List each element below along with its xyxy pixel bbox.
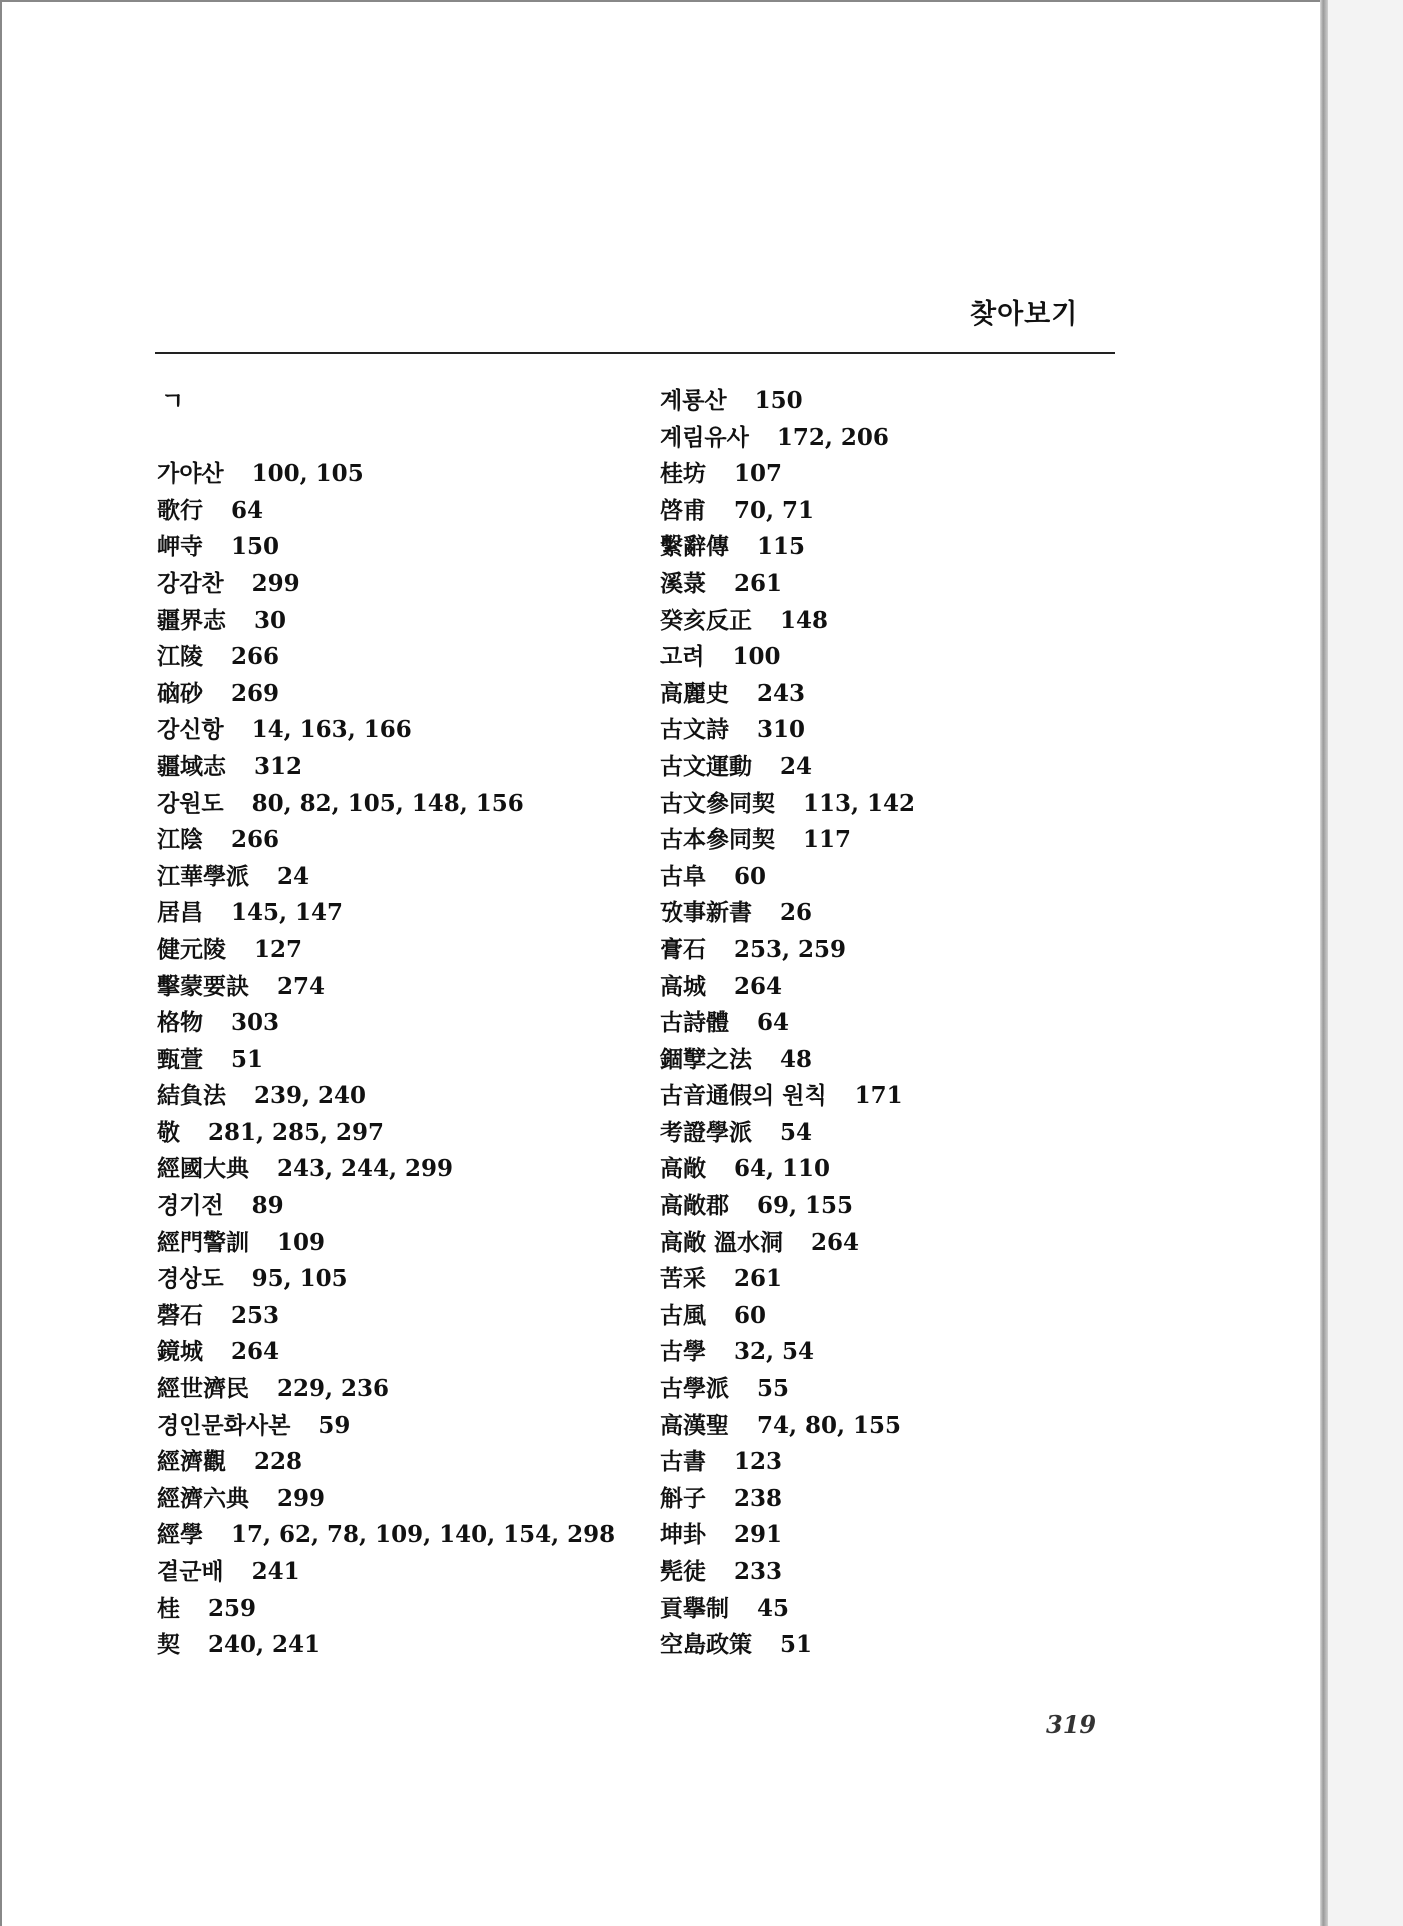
- index-entry: [157, 529, 637, 566]
- index-entry: [157, 1627, 637, 1664]
- index-term: 곁군배: [157, 1558, 224, 1585]
- index-term: 膏石: [660, 935, 706, 963]
- index-entry: [660, 1005, 1140, 1042]
- index-entry: [660, 1517, 1140, 1554]
- index-term: 鏡城: [157, 1338, 203, 1366]
- index-page-refs: 74, 80, 155: [757, 1411, 902, 1439]
- index-entry: [660, 1298, 1140, 1335]
- index-page-refs: 145, 147: [231, 899, 344, 927]
- index-term: 契: [157, 1631, 180, 1659]
- index-page-refs: 241: [251, 1558, 300, 1585]
- index-entry: [157, 786, 637, 823]
- index-term: 疆界志: [157, 606, 226, 634]
- index-entry: [660, 859, 1140, 896]
- index-page-refs: 274: [277, 972, 326, 1000]
- index-page-refs: 14, 163, 166: [251, 716, 412, 744]
- index-page-refs: 253: [231, 1301, 280, 1329]
- index-page-refs: 54: [780, 1118, 813, 1146]
- index-page-refs: 117: [803, 826, 852, 854]
- index-term: 계룡산: [660, 387, 727, 414]
- index-entry: [660, 712, 1140, 749]
- index-entry: [660, 1591, 1140, 1628]
- index-page-refs: 30: [254, 606, 287, 634]
- index-term: 경상도: [157, 1265, 224, 1293]
- index-page-refs: 266: [231, 643, 280, 671]
- index-page-refs: 80, 82, 105, 148, 156: [251, 789, 524, 817]
- index-entry: [660, 1188, 1140, 1225]
- index-page-refs: 261: [734, 569, 783, 597]
- index-term: 桂: [157, 1594, 180, 1622]
- index-page-refs: 150: [231, 533, 280, 561]
- index-term: 古風: [660, 1301, 706, 1329]
- index-page-refs: 51: [231, 1045, 264, 1073]
- index-entry: [157, 895, 637, 932]
- index-entry: [157, 1334, 637, 1371]
- index-term: 古學派: [660, 1375, 729, 1403]
- index-entry: [660, 1444, 1140, 1481]
- section-spacer: [157, 420, 637, 457]
- index-term: 經世濟民: [157, 1375, 249, 1403]
- index-page-refs: 228: [254, 1448, 303, 1476]
- index-term: 계림유사: [660, 423, 749, 451]
- index-term: 江華學派: [157, 862, 249, 890]
- index-page-refs: 51: [780, 1631, 813, 1659]
- index-term: 溪菉: [660, 569, 706, 597]
- index-term: 啓甫: [660, 496, 706, 524]
- index-page-refs: 95, 105: [251, 1265, 348, 1293]
- index-term: 高敞 溫水洞: [660, 1228, 784, 1256]
- index-page-refs: 64, 110: [734, 1155, 831, 1183]
- index-term: 강신항: [157, 716, 224, 744]
- index-entry: [157, 456, 637, 493]
- index-entry: [660, 895, 1140, 932]
- index-term: 格物: [157, 1009, 203, 1037]
- index-page-refs: 123: [734, 1448, 783, 1476]
- index-entry: [157, 969, 637, 1006]
- index-entry: [660, 1627, 1140, 1664]
- index-entry: [157, 749, 637, 786]
- index-term: 甄萱: [157, 1045, 203, 1073]
- index-term: 高敞郡: [660, 1192, 729, 1220]
- index-page-refs: 55: [757, 1375, 790, 1403]
- index-entry: [660, 456, 1140, 493]
- index-entry: [157, 676, 637, 713]
- index-entry: [157, 1444, 637, 1481]
- index-term: 錮孼之法: [660, 1045, 752, 1073]
- index-term: 古阜: [660, 862, 706, 890]
- index-page-refs: 238: [734, 1484, 783, 1512]
- header-rule: [155, 352, 1115, 354]
- index-entry: [157, 859, 637, 896]
- index-entry: [157, 1298, 637, 1335]
- index-term: 疆域志: [157, 752, 226, 780]
- index-page-refs: 59: [318, 1411, 351, 1439]
- index-term: 가야산: [157, 460, 224, 488]
- index-entry: [660, 1554, 1140, 1591]
- index-entry: [157, 1554, 637, 1591]
- index-entry: [157, 1005, 637, 1042]
- index-term: 擊蒙要訣: [157, 972, 249, 1000]
- index-page-refs: 269: [231, 679, 280, 707]
- index-entry: [660, 1225, 1140, 1262]
- index-page-refs: 150: [754, 387, 803, 414]
- index-term: 高麗史: [660, 679, 729, 707]
- index-term: 硇砂: [157, 679, 203, 707]
- index-entry: [660, 676, 1140, 713]
- index-page-refs: 240, 241: [208, 1631, 321, 1659]
- index-term: 古文參同契: [660, 789, 775, 817]
- index-page-refs: 264: [231, 1338, 280, 1366]
- index-page-refs: 266: [231, 826, 280, 854]
- index-entry: [157, 1591, 637, 1628]
- index-entry: [157, 712, 637, 749]
- index-page-refs: 45: [757, 1594, 790, 1622]
- index-term: 癸亥反正: [660, 606, 752, 634]
- index-page-refs: 299: [251, 569, 300, 597]
- index-page-refs: 243, 244, 299: [277, 1155, 454, 1183]
- index-entry: [157, 1188, 637, 1225]
- index-entry: [660, 493, 1140, 530]
- index-term: 古文運動: [660, 752, 752, 780]
- index-entry: [157, 1481, 637, 1518]
- index-page-refs: 24: [277, 862, 310, 890]
- index-entry: [660, 1042, 1140, 1079]
- index-entry: [660, 1481, 1140, 1518]
- index-page-refs: 291: [734, 1521, 783, 1549]
- index-page-refs: 70, 71: [734, 496, 815, 524]
- index-entry: [157, 1115, 637, 1152]
- index-term: 江陰: [157, 826, 203, 854]
- index-entry: [660, 822, 1140, 859]
- index-entry: [157, 932, 637, 969]
- index-entry: [660, 969, 1140, 1006]
- index-term: 經學: [157, 1521, 203, 1549]
- index-term: 苦采: [660, 1265, 706, 1293]
- index-term: 강감찬: [157, 569, 224, 597]
- index-term: 敬: [157, 1118, 180, 1146]
- index-page-refs: 17, 62, 78, 109, 140, 154, 298: [231, 1521, 616, 1549]
- index-page-refs: 303: [231, 1009, 280, 1037]
- index-page-refs: 100, 105: [251, 460, 364, 488]
- index-column-right: [660, 383, 1140, 1664]
- page-title: 찾아보기: [970, 299, 1079, 330]
- index-entry: [157, 1225, 637, 1262]
- index-term: 경인문화사본: [157, 1411, 291, 1439]
- index-page-refs: 64: [757, 1009, 790, 1037]
- index-page-refs: 299: [277, 1484, 326, 1512]
- page-number: 319: [1046, 1710, 1097, 1739]
- index-entry: [157, 603, 637, 640]
- index-term: 考證學派: [660, 1118, 752, 1146]
- index-page-refs: 100: [732, 643, 781, 671]
- index-entry: [660, 639, 1140, 676]
- index-page-refs: 171: [854, 1082, 903, 1110]
- index-entry: [157, 1042, 637, 1079]
- index-term: 坤卦: [660, 1521, 706, 1549]
- index-column-left: [157, 383, 637, 1664]
- index-term: 結負法: [157, 1082, 226, 1110]
- index-page-refs: 113, 142: [803, 789, 916, 817]
- index-term: 古文詩: [660, 716, 729, 744]
- index-term: 고려: [660, 643, 705, 671]
- index-entry: [157, 822, 637, 859]
- index-term: 古音通假의 원칙: [660, 1082, 827, 1110]
- index-term: 攷事新書: [660, 899, 752, 927]
- index-entry: [157, 493, 637, 530]
- index-term: 髡徒: [660, 1558, 706, 1585]
- index-term: 歌行: [157, 496, 203, 524]
- index-term: 경기전: [157, 1192, 224, 1220]
- index-page-refs: 109: [277, 1228, 326, 1256]
- index-term: 桂坊: [660, 460, 706, 488]
- index-entry: [660, 1261, 1140, 1298]
- index-term: 古詩體: [660, 1009, 729, 1037]
- index-page-refs: 259: [208, 1594, 257, 1622]
- index-entry: [660, 420, 1140, 457]
- index-entry: [157, 1078, 637, 1115]
- index-term: 經濟觀: [157, 1448, 226, 1476]
- index-page-refs: 89: [251, 1192, 284, 1220]
- index-entry: [157, 1371, 637, 1408]
- index-page-refs: 32, 54: [734, 1338, 815, 1366]
- index-entry: [660, 786, 1140, 823]
- index-term: 高漢聖: [660, 1411, 729, 1439]
- index-page-refs: 264: [734, 972, 783, 1000]
- index-term: 磬石: [157, 1301, 203, 1329]
- index-entry: [157, 639, 637, 676]
- index-page-refs: 60: [734, 1301, 767, 1329]
- index-entry: [660, 749, 1140, 786]
- index-entry: [660, 529, 1140, 566]
- index-page-refs: 310: [757, 716, 806, 744]
- index-entry: [660, 932, 1140, 969]
- index-page-refs: 229, 236: [277, 1375, 390, 1403]
- index-page-refs: 60: [734, 862, 767, 890]
- index-entry: [660, 1078, 1140, 1115]
- index-term: 斛子: [660, 1484, 706, 1512]
- index-entry: [660, 1408, 1140, 1445]
- index-page-refs: 281, 285, 297: [208, 1118, 385, 1146]
- index-term: 강원도: [157, 789, 224, 817]
- index-page-refs: 69, 155: [757, 1192, 854, 1220]
- section-heading: ㄱ: [161, 387, 185, 415]
- index-page-refs: 115: [757, 533, 806, 561]
- index-term: 江陵: [157, 643, 203, 671]
- index-entry: [157, 1408, 637, 1445]
- index-entry: [660, 383, 1140, 420]
- index-term: 貢擧制: [660, 1594, 729, 1622]
- index-term: 古學: [660, 1338, 706, 1366]
- index-term: 高城: [660, 972, 706, 1000]
- index-entry: [660, 566, 1140, 603]
- index-page-refs: 172, 206: [776, 423, 889, 451]
- index-page-refs: 26: [780, 899, 813, 927]
- index-entry: [660, 1151, 1140, 1188]
- index-term: 經門警訓: [157, 1228, 249, 1256]
- index-term: 繫辭傳: [660, 533, 729, 561]
- index-page-refs: 239, 240: [254, 1082, 367, 1110]
- index-entry: [660, 1371, 1140, 1408]
- index-page-refs: 64: [231, 496, 264, 524]
- index-page-refs: 127: [254, 935, 303, 963]
- index-term: 空島政策: [660, 1631, 752, 1659]
- index-page-refs: 148: [780, 606, 829, 634]
- index-page-refs: 233: [734, 1558, 783, 1585]
- index-term: 古本參同契: [660, 826, 775, 854]
- index-page-refs: 261: [734, 1265, 783, 1293]
- index-entry: [157, 1517, 637, 1554]
- index-page-refs: 264: [811, 1228, 860, 1256]
- index-page-refs: 312: [254, 752, 303, 780]
- index-page-refs: 107: [734, 460, 783, 488]
- index-entry: [157, 566, 637, 603]
- page-edge: [1320, 0, 1328, 1926]
- index-term: 岬寺: [157, 533, 203, 561]
- index-term: 居昌: [157, 899, 203, 927]
- index-page-refs: 24: [780, 752, 813, 780]
- index-entry: [660, 1115, 1140, 1152]
- index-entry: [157, 1151, 637, 1188]
- index-page-refs: 253, 259: [734, 935, 847, 963]
- index-page-refs: 243: [757, 679, 806, 707]
- index-term: 健元陵: [157, 935, 226, 963]
- index-term: 高敞: [660, 1155, 706, 1183]
- index-entry: [660, 603, 1140, 640]
- index-entry: [660, 1334, 1140, 1371]
- index-term: 經濟六典: [157, 1484, 249, 1512]
- index-term: 古書: [660, 1448, 706, 1476]
- index-term: 經國大典: [157, 1155, 249, 1183]
- index-entry: [157, 1261, 637, 1298]
- index-page-refs: 48: [780, 1045, 813, 1073]
